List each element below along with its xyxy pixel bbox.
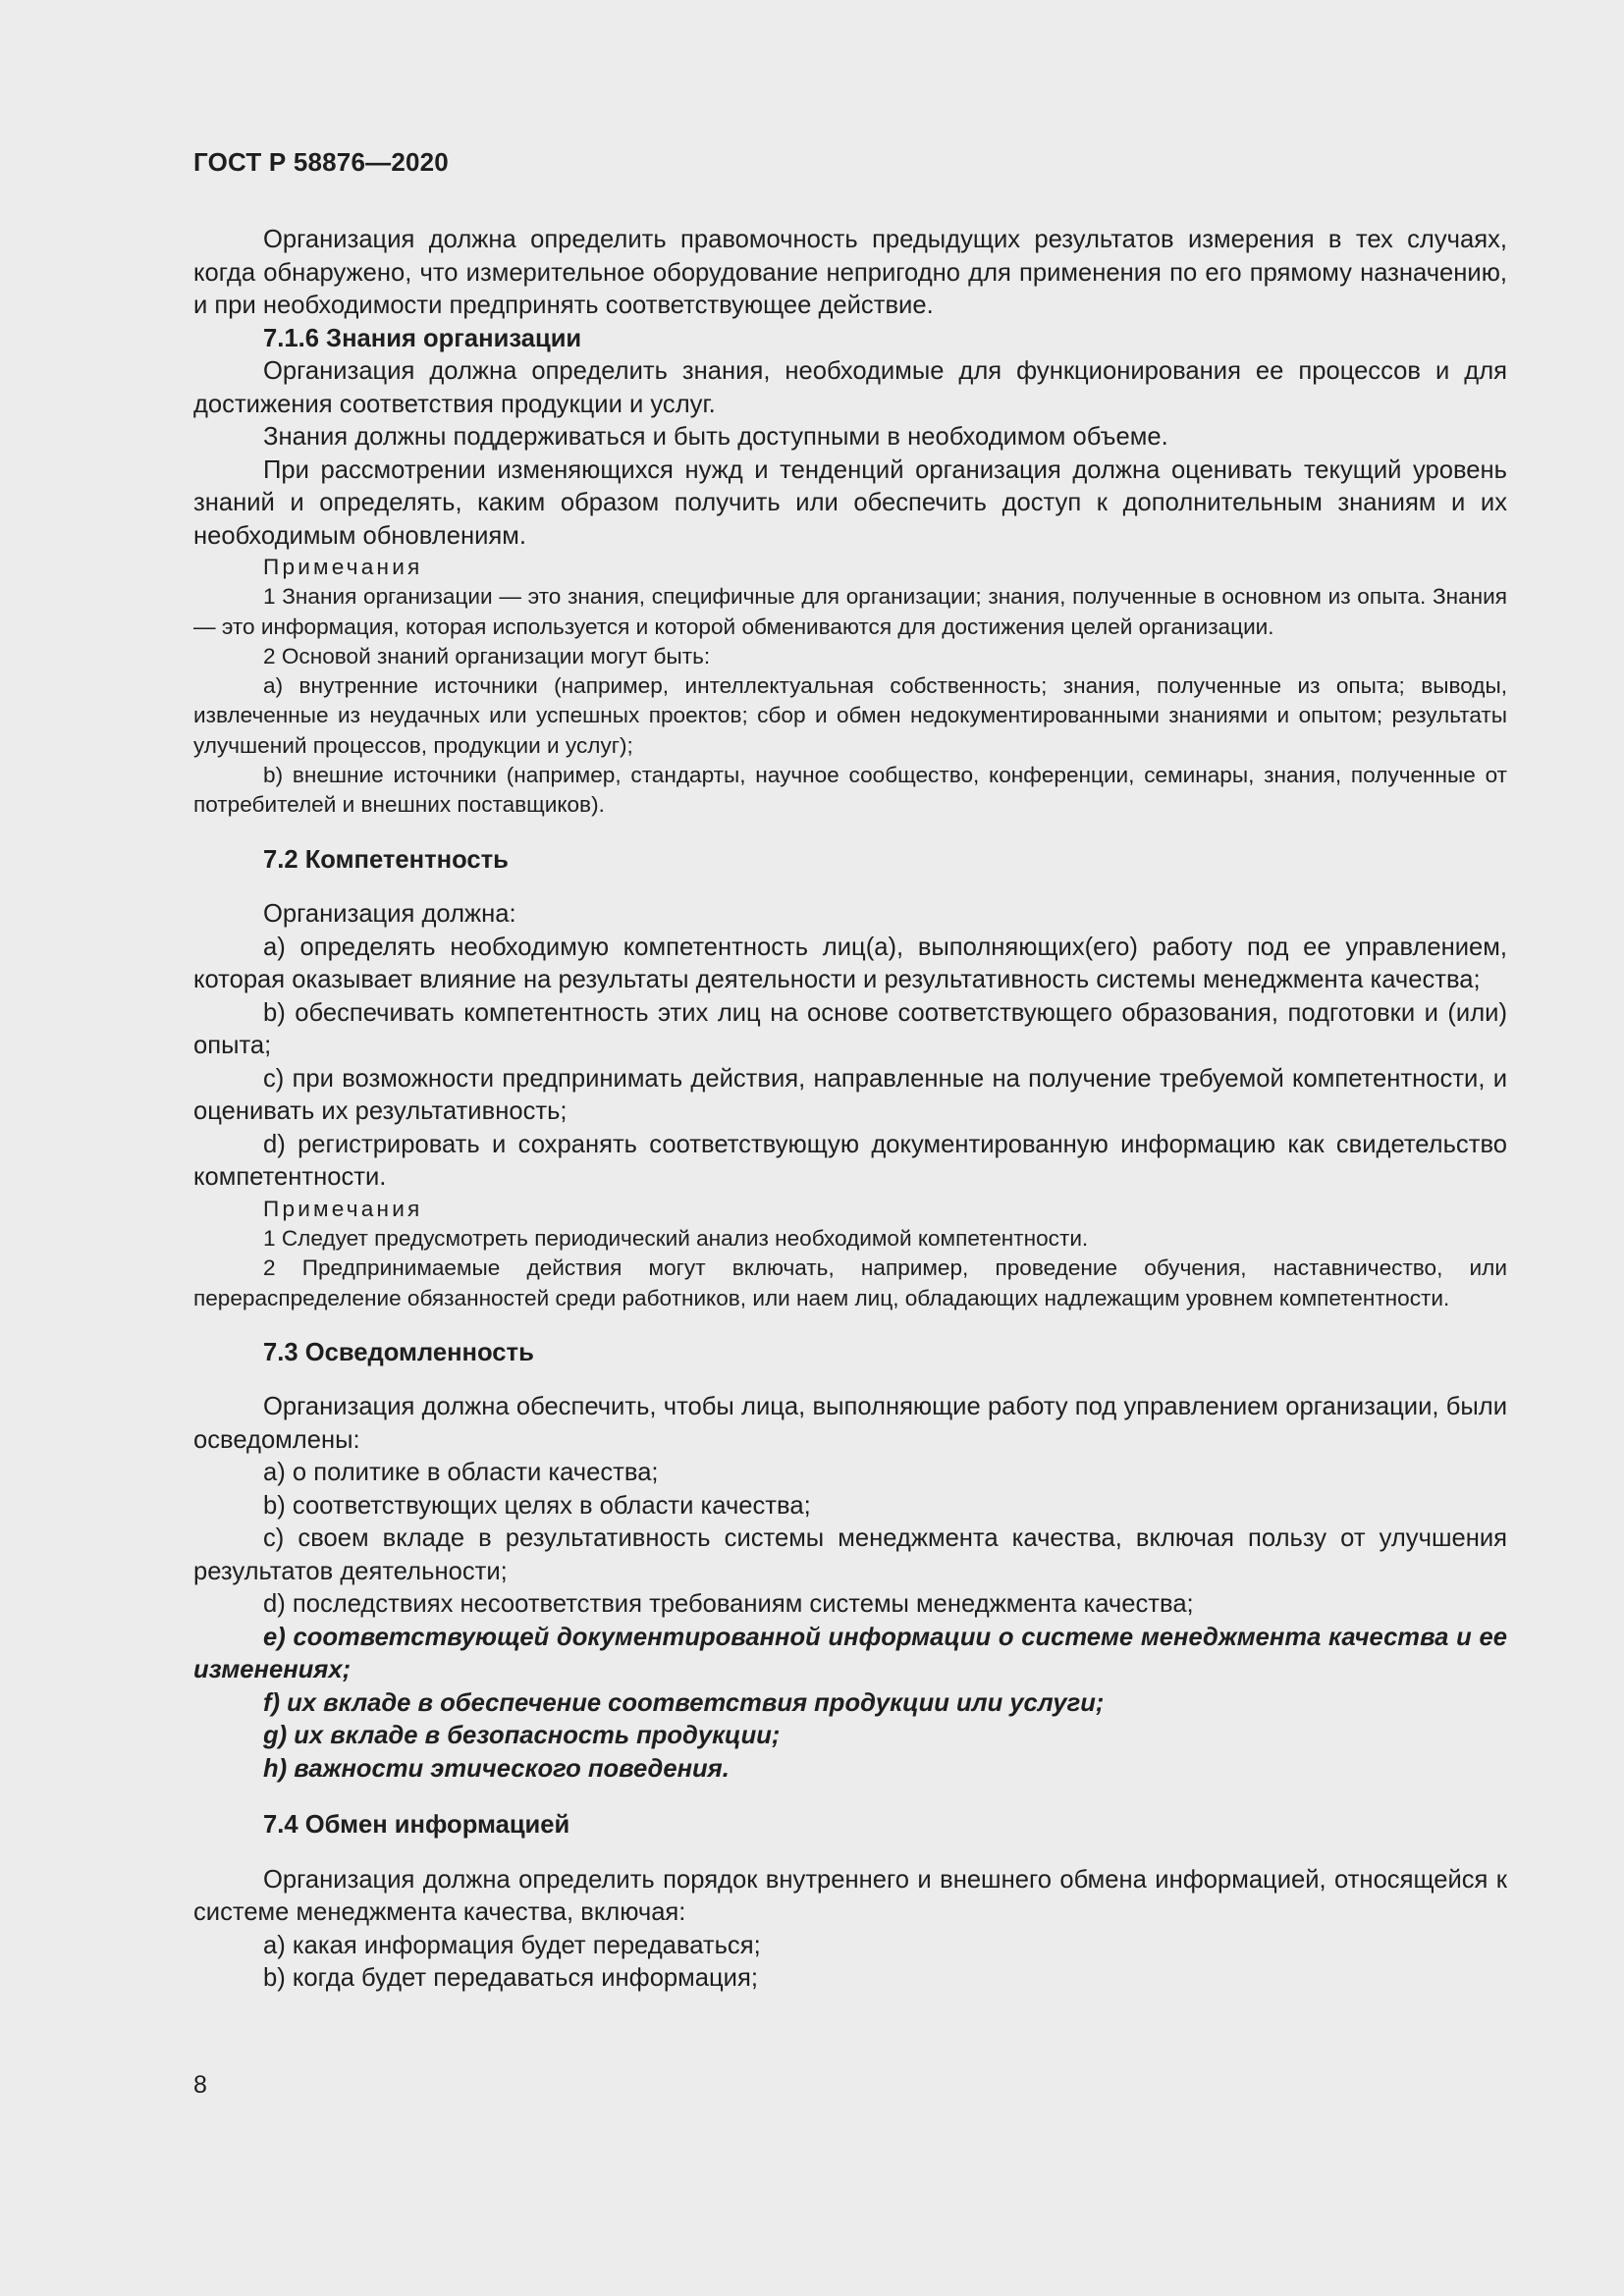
body-paragraph: a) определять необходимую компетентность лиц(а), выполняющих(его) работу под ее управлением, которая оказывает влияние на результаты деятельности и результативность системы менеджмента качества;: [193, 933, 1507, 994]
document-body: [193, 224, 1507, 1996]
section-heading: 7.3 Осведомленность: [263, 1338, 534, 1366]
body-paragraph: d) регистрировать и сохранять соответствующую документированную информацию как свидетельство компетентности.: [193, 1130, 1507, 1192]
note-paragraph: 2 Предпринимаемые действия могут включать, например, проведение обучения, наставничество, или перераспределение обязанностей среди работников, или наем лиц, обладающих надлежащим уровнем компетентности.: [193, 1255, 1507, 1310]
body-paragraph: Организация должна обеспечить, чтобы лица, выполняющие работу под управлением организации, были осведомлены:: [193, 1393, 1507, 1454]
notes-title: Примечания: [263, 555, 423, 579]
list-item-emphasized: e) соответствующей документированной информации о системе менеджмента качества и ее изменениях;: [193, 1623, 1507, 1684]
body-paragraph: c) своем вкладе в результативность системы менеджмента качества, включая пользу от улучшения результатов деятельности;: [193, 1524, 1507, 1585]
list-item-emphasized: h) важности этического поведения.: [263, 1754, 730, 1783]
note-paragraph: 1 Следует предусмотреть периодический анализ необходимой компетентности.: [263, 1225, 1089, 1251]
note-paragraph: b) внешние источники (например, стандарты, научное сообщество, конференции, семинары, знания, полученные от потребителей и внешних поставщиков).: [193, 763, 1507, 818]
body-paragraph: b) когда будет передаваться информация;: [263, 1964, 758, 1993]
list-item-emphasized: g) их вкладе в безопасность продукции;: [263, 1722, 781, 1750]
note-paragraph: 2 Основой знаний организации могут быть:: [263, 643, 711, 668]
document-header: ГОСТ Р 58876—2020: [193, 147, 449, 177]
list-item-emphasized: f) их вкладе в обеспечение соответствия продукции или услуги;: [263, 1688, 1105, 1717]
body-paragraph: Организация должна определить знания, необходимые для функционирования ее процессов и для достижения соответствия продукции и услуг.: [193, 357, 1507, 418]
body-paragraph: Организация должна:: [263, 900, 516, 929]
section-heading: 7.4 Обмен информацией: [263, 1811, 570, 1840]
body-paragraph: c) при возможности предпринимать действия, направленные на получение требуемой компетентности, и оценивать их результативность;: [193, 1064, 1507, 1126]
subsection-heading: 7.1.6 Знания организации: [263, 324, 582, 352]
note-paragraph: a) внутренние источники (например, интеллектуальная собственность; знания, полученные из опыта; выводы, извлеченные из неудачных или успешных проектов; сбор и обмен недокументированными знаниями и опытом; результаты улучшений процессов, продукции и услуг);: [193, 673, 1507, 758]
notes-title: Примечания: [263, 1196, 423, 1221]
body-paragraph: d) последствиях несоответствия требованиям системы менеджмента качества;: [263, 1590, 1194, 1619]
body-paragraph: При рассмотрении изменяющихся нужд и тенденций организация должна оценивать текущий уровень знаний и определять, каким образом получить или обеспечить доступ к дополнительным знаниям и их необходимым обновлениям.: [193, 455, 1507, 550]
page-number: 8: [193, 2071, 207, 2099]
body-paragraph: Организация должна определить правомочность предыдущих результатов измерения в тех случаях, когда обнаружено, что измерительное оборудование непригодно для применения по его прямому назначению, и при необходимости предпринять соответствующее действие.: [193, 226, 1507, 319]
note-paragraph: 1 Знания организации — это знания, специфичные для организации; знания, полученные в основном из опыта. Знания — это информация, которая используется и которой обмениваются для достижения целей организации.: [193, 584, 1507, 639]
body-paragraph: b) соответствующих целях в области качества;: [263, 1491, 811, 1520]
section-heading: 7.2 Компетентность: [263, 845, 509, 874]
body-paragraph: b) обеспечивать компетентность этих лиц на основе соответствующего образования, подготовки и (или) опыта;: [193, 998, 1507, 1060]
body-paragraph: a) о политике в области качества;: [263, 1459, 659, 1487]
body-paragraph: Знания должны поддерживаться и быть доступными в необходимом объеме.: [263, 423, 1168, 451]
body-paragraph: Организация должна определить порядок внутреннего и внешнего обмена информацией, относящейся к системе менеджмента качества, включая:: [193, 1865, 1507, 1927]
body-paragraph: a) какая информация будет передаваться;: [263, 1931, 761, 1959]
